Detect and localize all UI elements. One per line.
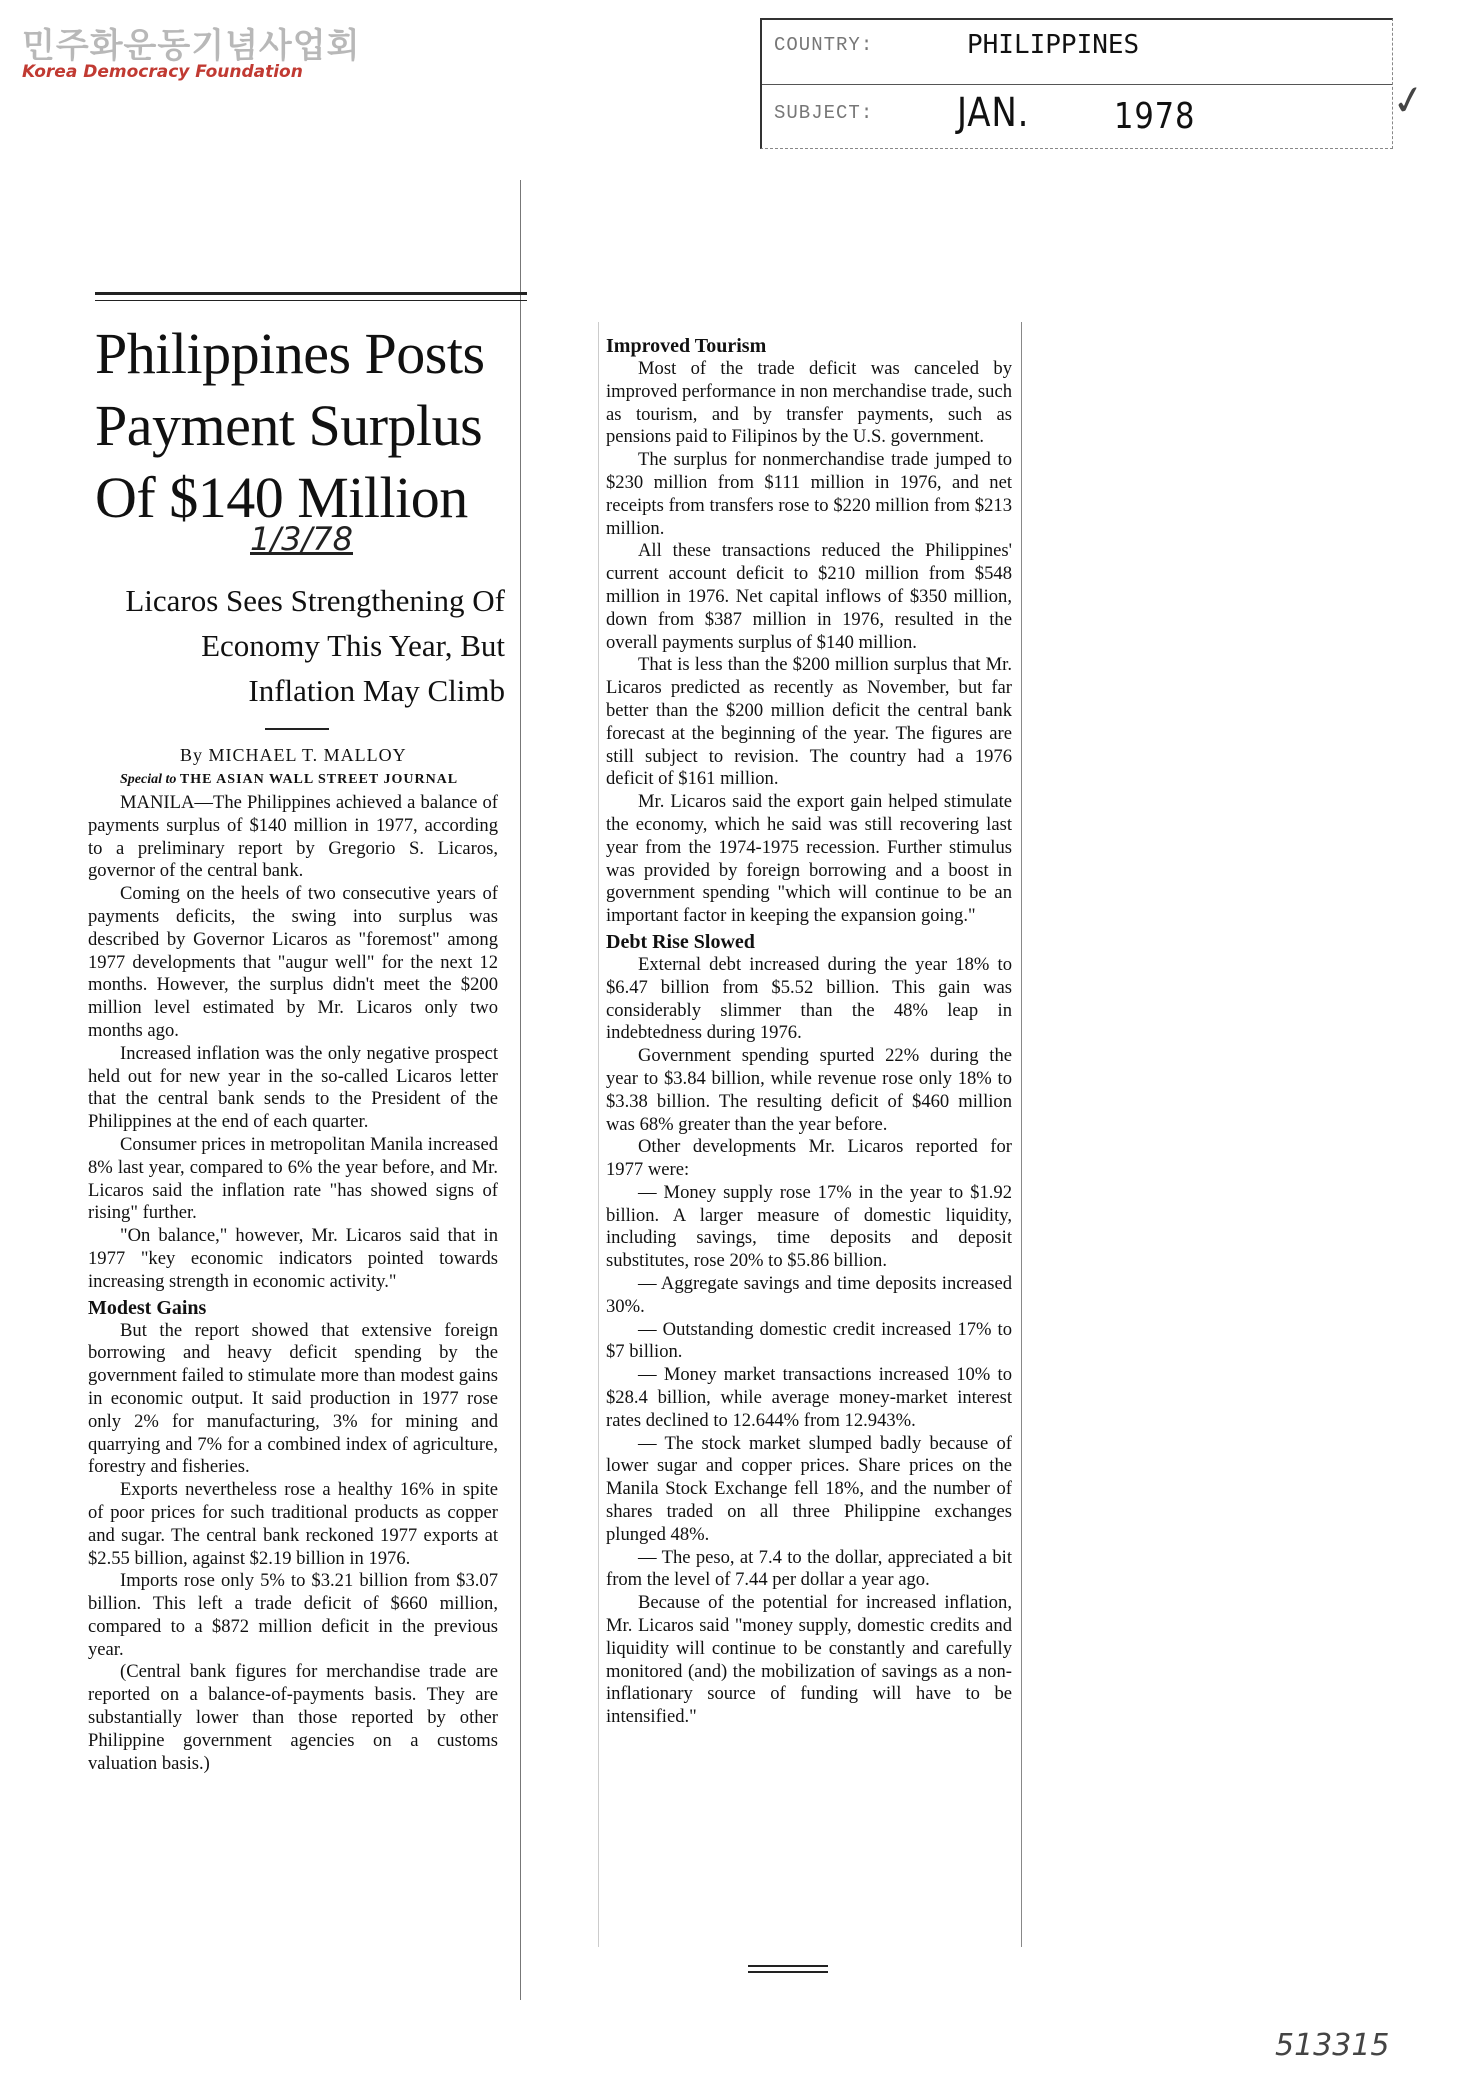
article-paragraph: — Outstanding domestic credit increased 17% to $7 billion. — [606, 1318, 1012, 1363]
headline: Philippines Posts Payment Surplus Of $140 Million — [95, 321, 485, 530]
article-paragraph: The surplus for nonmerchandise trade jumped to $230 million from $111 million in 1976, and net receipts from transfers rose to $220 million from $213 million. — [606, 449, 1012, 539]
document-number: 513315 — [1275, 2028, 1390, 2063]
article-paragraph: All these transactions reduced the Philippines' current account deficit to $210 million from $548 million in 1976. Net capital inflows of $350 million, down from $387 million in 1976, resulted in the overall payments surplus of $140 million. — [606, 540, 1012, 653]
special-to-line — [120, 772, 458, 788]
section-heading: Modest Gains — [88, 1296, 207, 1319]
article-paragraph: Mr. Licaros said the export gain helped stimulate the economy, which he said was still recovering last year from the 1974-1975 recession. Further stimulus was provided by foreign borrowing and a boost in government spending "which will continue to be an important factor in keeping the expansion going." — [606, 791, 1012, 927]
article-paragraph: — Money supply rose 17% in the year to $1.92 billion. A larger measure of domestic liquidity, including savings, time deposits and deposit substitutes, rose 20% to $5.86 billion. — [606, 1181, 1012, 1272]
watermark-korean: 민주화운동기념사업회 — [22, 26, 361, 66]
handwritten-date: 1/3/78 — [250, 520, 353, 558]
article-paragraph: — Money market transactions increased 10% to $28.4 billion, while average money-market interest rates declined to 12.644% from 12.943%. — [606, 1364, 1012, 1431]
check-mark: ✓ — [1388, 75, 1430, 127]
article-paragraph: Increased inflation was the only negative prospect held out for new year in the so-called Licaros letter that the central bank sends to the President of the Philippines at the end of each quarter. — [88, 1042, 498, 1133]
country-label: COUNTRY: — [774, 34, 874, 56]
article-paragraph: — The stock market slumped badly because of lower sugar and copper prices. Share prices on the Manila Stock Exchange fell 18%, and the number of shares traded on all three Philippine exchanges plunged 48%. — [606, 1432, 1012, 1545]
subject-label: SUBJECT: — [774, 102, 874, 124]
article-paragraph: That is less than the $200 million surplus that Mr. Licaros predicted as recently as November, but far better than the $200 million deficit the central bank forecast at the beginning of the year. The figures are still subject to revision. The country had a 1976 deficit of $161 million. — [606, 654, 1012, 790]
clipping-edge — [520, 180, 521, 2000]
article-paragraph: Government spending spurted 22% during the year to $3.84 billion, while revenue rose only 18% to $3.38 billion. The resulting deficit of $460 million was 68% greater than the year before. — [606, 1045, 1012, 1135]
article-paragraph: "On balance," however, Mr. Licaros said that in 1977 "key economic indicators pointed towards increasing strength in economic activity." — [88, 1225, 498, 1292]
byline-divider — [265, 728, 329, 730]
section-heading: Improved Tourism — [606, 335, 767, 357]
end-rule — [748, 1965, 828, 1967]
article-paragraph: Because of the potential for increased inflation, Mr. Licaros said "money supply, domestic credits and liquidity will continue to be constantly and carefully monitored (and) the mobilization of savings as a non-inflationary source of funding will have to be intensified." — [606, 1592, 1012, 1728]
article-paragraph: — The peso, at 7.4 to the dollar, appreciated a bit from the level of 7.44 per dollar a year ago. — [606, 1546, 1012, 1591]
subheadline: Licaros Sees Strengthening Of Economy This Year, But Inflation May Climb — [125, 583, 505, 708]
headline-rule — [95, 292, 527, 295]
stamp-divider — [762, 84, 1392, 85]
end-rule-second — [748, 1971, 828, 1973]
article-paragraph: (Central bank figures for merchandise trade are reported on a balance-of-payments basis. They are substantially lower than those reported by other Philippine government agencies on a customs valuation basis.) — [88, 1661, 498, 1774]
article-paragraph: Most of the trade deficit was canceled by improved performance in non merchandise trade, such as tourism, and by transfer payments, such as pensions paid to Filipinos by the U.S. government. — [606, 358, 1012, 448]
special-prefix: Special to — [120, 772, 177, 787]
article-paragraph: MANILA—The Philippines achieved a balance of payments surplus of $140 million in 1977, according to a preliminary report by Gregorio S. Licaros, governor of the central bank. — [88, 792, 498, 882]
headline-rule-thin — [95, 300, 527, 301]
article-paragraph: Imports rose only 5% to $3.21 billion from $3.07 billion. This left a trade deficit of $660 million, compared to a $872 million deficit in the previous year. — [88, 1570, 498, 1660]
article-paragraph: External debt increased during the year 18% to $6.47 billion from $5.52 billion. This gain was considerably slimmer than the 48% leap in indebtedness during 1976. — [606, 953, 1012, 1044]
article-paragraph: Coming on the heels of two consecutive years of payments deficits, the swing into surplus was described by Governor Licaros as "foremost" among 1977 developments that "augur well" for the next 12 months. However, the surplus didn't meet the $200 million level estimated by Mr. Licaros only two months ago. — [88, 883, 498, 1041]
article-paragraph: Exports nevertheless rose a healthy 16% in spite of poor prices for such traditional products as copper and sugar. The central bank reckoned 1977 exports at $2.55 billion, against $2.19 billion in 1976. — [88, 1479, 498, 1569]
subject-month: JAN. — [957, 90, 1030, 136]
filing-stamp — [760, 18, 1393, 149]
subject-year: 1978 — [1114, 96, 1196, 137]
article-column-right — [606, 332, 1012, 1729]
article-paragraph: — Aggregate savings and time deposits increased 30%. — [606, 1273, 1012, 1317]
byline: By MICHAEL T. MALLOY — [180, 745, 407, 765]
article-paragraph: Other developments Mr. Licaros reported for 1977 were: — [606, 1136, 1012, 1181]
publication-name: THE ASIAN WALL STREET JOURNAL — [179, 772, 459, 787]
article-paragraph: But the report showed that extensive foreign borrowing and heavy deficit spending by the government failed to stimulate more than modest gains in economic output. It said production in 1977 rose only 2% for manufacturing, 3% for mining and quarrying and 7% for a combined index of agriculture, forestry and fisheries. — [88, 1319, 498, 1478]
article-column-left — [88, 792, 498, 1775]
article-paragraph: Consumer prices in metropolitan Manila increased 8% last year, compared to 6% the year before, and Mr. Licaros said the inflation rate "has showed signs of rising" further. — [88, 1133, 498, 1224]
watermark-english: Korea Democracy Foundation — [22, 62, 303, 82]
country-value: PHILIPPINES — [967, 30, 1140, 60]
section-heading: Debt Rise Slowed — [606, 930, 755, 953]
